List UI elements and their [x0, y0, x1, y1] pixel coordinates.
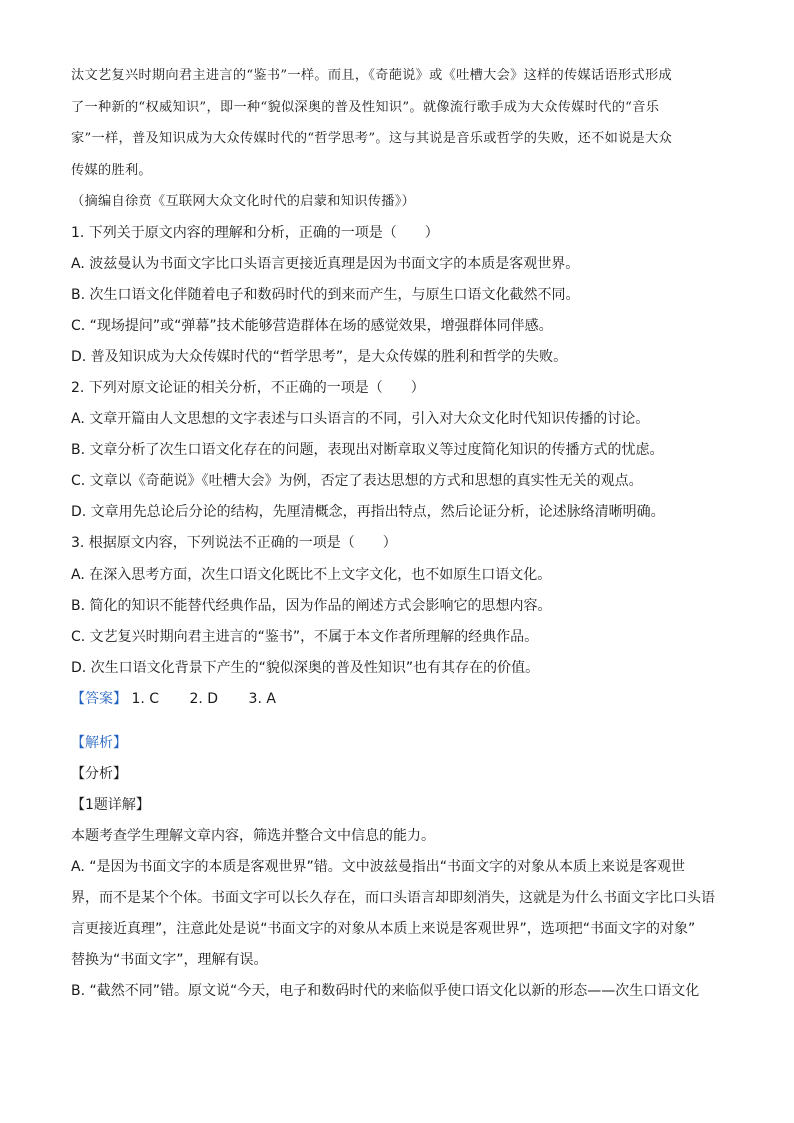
document-page	[71, 60, 723, 1007]
answer-item-2: 2. D	[189, 690, 219, 707]
passage-source: （摘编自徐贲《互联网大众文化时代的启蒙和知识传播》）	[71, 194, 416, 209]
question-stem-1: 1. 下列关于原文内容的理解和分析，正确的一项是（ ）	[71, 224, 439, 241]
analysis-line: A. “是因为书面文字的本质是客观世界”错。文中波兹曼指出“书面文字的对象从本质上来说是客观世	[71, 858, 685, 875]
analysis	[71, 728, 723, 1007]
passage-line: 了一种新的“权威知识”，即一种“貌似深奥的普及性知识”。就像流行歌手成为大众传媒时代的“音乐	[71, 99, 660, 115]
option-2a: A. 文章开篇由人文思想的文字表述与口头语言的不同，引入对大众文化时代知识传播的讨论。	[71, 411, 650, 428]
option-1d: D. 普及知识成为大众传媒时代的“哲学思考”，是大众传媒的胜利和哲学的失败。	[71, 348, 568, 365]
answer-row	[71, 684, 723, 728]
passage-line: 传媒的胜利。	[71, 162, 152, 178]
answer-tag: 【答案】	[71, 690, 127, 707]
option-2b: B. 文章分析了次生口语文化存在的问题，表现出对断章取义等过度简化知识的传播方式的忧虑。	[71, 442, 664, 459]
questions	[71, 218, 723, 684]
question-stem-3: 3. 根据原文内容，下列说法不正确的一项是（ ）	[71, 535, 397, 552]
option-1c: C. “现场提问”或“弹幕”技术能够营造群体在场的感觉效果，增强群体同伴感。	[71, 317, 553, 334]
passage	[71, 60, 723, 218]
option-3d: D. 次生口语文化背景下产生的“貌似深奥的普及性知识”也有其存在的价值。	[71, 659, 540, 676]
question-stem-2: 2. 下列对原文论证的相关分析，不正确的一项是（ ）	[71, 379, 425, 396]
analysis-line: B. “截然不同”错。原文说“今天，电子和数码时代的来临似乎使口语文化以新的形态——次生口语文化	[71, 982, 700, 999]
option-1b: B. 次生口语文化伴随着电子和数码时代的到来而产生，与原生口语文化截然不同。	[71, 286, 580, 303]
option-1a: A. 波兹曼认为书面文字比口头语言更接近真理是因为书面文字的本质是客观世界。	[71, 255, 580, 272]
analysis-line: 界，而不是某个个体。书面文字可以长久存在，而口头语言却即刻消失，这就是为什么书面文字比口头语	[71, 889, 715, 906]
option-2d: D. 文章用先总论后分论的结构，先厘清概念，再指出特点，然后论证分析，论述脉络清晰明确。	[71, 504, 665, 521]
analysis-tag: 【解析】	[71, 734, 127, 751]
passage-line: 汰文艺复兴时期向君主进言的“鉴书”一样。而且，《奇葩说》或《吐槽大会》这样的传媒话语形式形成	[71, 68, 672, 83]
option-3c: C. 文艺复兴时期向君主进言的“鉴书”，不属于本文作者所理解的经典作品。	[71, 628, 539, 645]
option-2c: C. 文章以《奇葩说》《吐槽大会》为例，否定了表达思想的方式和思想的真实性无关的观点。	[71, 473, 643, 490]
analysis-intro: 本题考查学生理解文章内容，筛选并整合文中信息的能力。	[71, 827, 435, 844]
option-3a: A. 在深入思考方面，次生口语文化既比不上文字文化，也不如原生口语文化。	[71, 566, 552, 583]
answer-item-3: 3. A	[248, 690, 276, 707]
analysis-line: 言更接近真理”，注意此处是说“书面文字的对象从本质上来说是客观世界”，选项把“书面文字的对象”	[71, 920, 696, 937]
detail-title: 【1题详解】	[71, 796, 150, 813]
option-3b: B. 简化的知识不能替代经典作品，因为作品的阐述方式会影响它的思想内容。	[71, 597, 552, 614]
analysis-line: 替换为“书面文字”，理解有误。	[71, 951, 268, 968]
passage-line: 家”一样，普及知识成为大众传媒时代的“哲学思考”。这与其说是音乐或哲学的失败，还不如说是大众	[71, 131, 673, 146]
fenxi-tag: 【分析】	[71, 765, 127, 782]
answer-item-1: 1. C	[131, 690, 160, 707]
